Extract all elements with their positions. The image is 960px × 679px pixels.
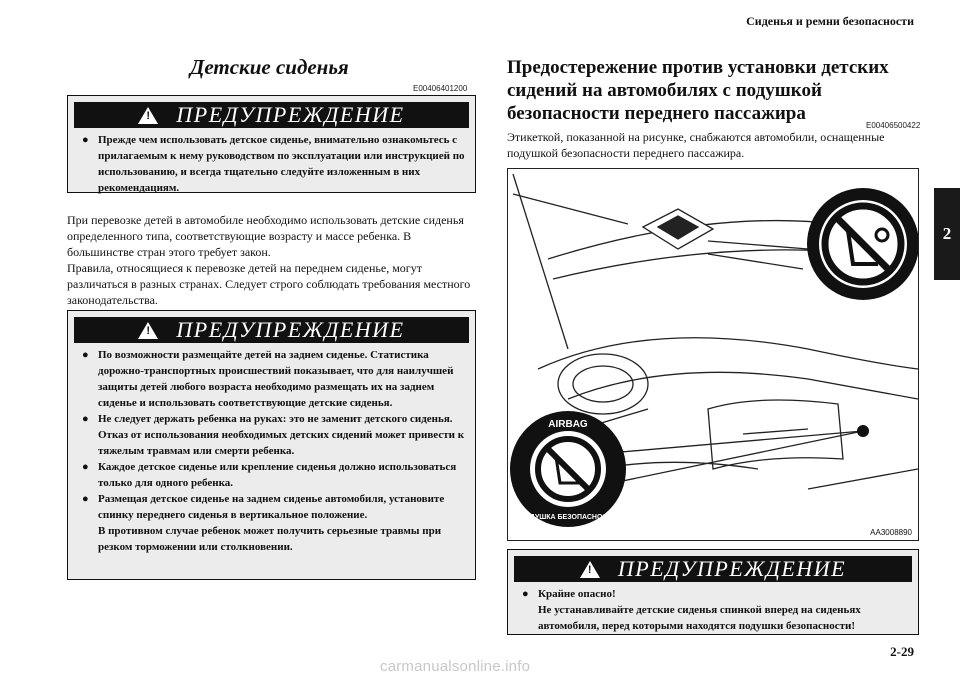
warning-body — [68, 343, 475, 561]
illustration-code: AA3008890 — [870, 528, 912, 537]
bullet-icon: ● — [82, 413, 89, 425]
running-header: Сиденья и ремни безопасности — [746, 14, 914, 28]
section-title-child-seats: Детские сиденья — [190, 55, 349, 79]
warning-triangle-icon — [138, 322, 158, 339]
warning-header — [514, 556, 912, 582]
paragraph-child-transport: При перевозке детей в автомобиле необходимо использовать детские сиденья определенного типа, соответствующие возрасту и массе ребенка. В большинстве стран этого требует закон. Правила, относящиеся к перевозке детей на переднем сиденье, могут различаться в разных странах. Следует строго соблюдать требования местного законодательства. — [67, 213, 471, 307]
warning-triangle-icon — [138, 107, 158, 124]
warning-box-1 — [67, 95, 476, 193]
watermark: carmanualsonline.info — [380, 658, 531, 675]
dashboard-drawing-icon — [508, 169, 918, 540]
warning-bullet: ● По возможности размещайте детей на заднем сиденье. Статистика дорожно-транспортных происшествий показывает, что для наилучшей защиты детей любого возраста необходимо размещать их на заднем сиденье и использовать соответствующие детские сиденья. — [82, 349, 454, 409]
warning-header — [74, 317, 469, 343]
dashboard-illustration — [507, 168, 919, 541]
warning-bullet: ● Не следует держать ребенка на руках: это не заменит детского сиденья. Отказ от использования необходимых детских сидений может привести к тяжелым травмам или смерти ребенка. — [82, 413, 465, 457]
airbag-label-text: AIRBAG — [548, 419, 588, 430]
bullet-icon: ● — [82, 493, 89, 505]
warning-label: ПРЕДУПРЕЖДЕНИЕ — [176, 317, 405, 342]
chapter-tab: 2 — [934, 188, 960, 280]
warning-bullet: ● Размещая детское сиденье на заднем сиденье автомобиля, установите спинку переднего сиденья в вертикальное положение. В противном случае ребенок может получить серьезные травмы при резком торможении или столкновении. — [82, 493, 445, 553]
warning-header — [74, 102, 469, 128]
warning-triangle-icon — [580, 561, 600, 578]
section-title-airbag-warning: Предостережение против установки детских сидений на автомобилях с подушкой безопасности переднего пассажира — [507, 57, 889, 124]
section-code: E00406500422 — [866, 121, 921, 130]
airbag-label-bottom-text: ПОДУШКА БЕЗОПАСНОСТИ — [519, 514, 617, 521]
warning-body — [508, 582, 918, 640]
bullet-icon: ● — [82, 134, 89, 146]
bullet-icon: ● — [82, 349, 89, 361]
warning-box-2 — [67, 310, 476, 580]
warning-body — [68, 128, 475, 202]
warning-bullet: ● Крайне опасно! Не устанавливайте детские сиденья спинкой вперед на сиденьях автомобиля, перед которыми находятся подушки безопасности! — [522, 588, 861, 632]
warning-bullet: ● Каждое детское сиденье или крепление сиденья должно использоваться только для одного ребенка. — [82, 461, 457, 489]
warning-box-3 — [507, 549, 919, 635]
bullet-icon: ● — [522, 588, 529, 600]
section-code: E00406401200 — [413, 84, 468, 93]
no-child-seat-label-icon — [807, 188, 918, 300]
warning-label: ПРЕДУПРЕЖДЕНИЕ — [617, 556, 847, 581]
paragraph-label-info: Этикеткой, показанной на рисунке, снабжаются автомобили, оснащенные подушкой безопасности переднего пассажира. — [507, 130, 885, 160]
warning-bullet: ● Прежде чем использовать детское сиденье, внимательно ознакомьтесь с прилагаемым к нему руководством по эксплуатации или инструкцией по использованию, и всегда тщательно следуйте изложенным в них рекомендациям. — [82, 134, 465, 194]
bullet-icon: ● — [82, 461, 89, 473]
warning-label: ПРЕДУПРЕЖДЕНИЕ — [176, 102, 405, 127]
page-number: 2-29 — [890, 644, 914, 659]
